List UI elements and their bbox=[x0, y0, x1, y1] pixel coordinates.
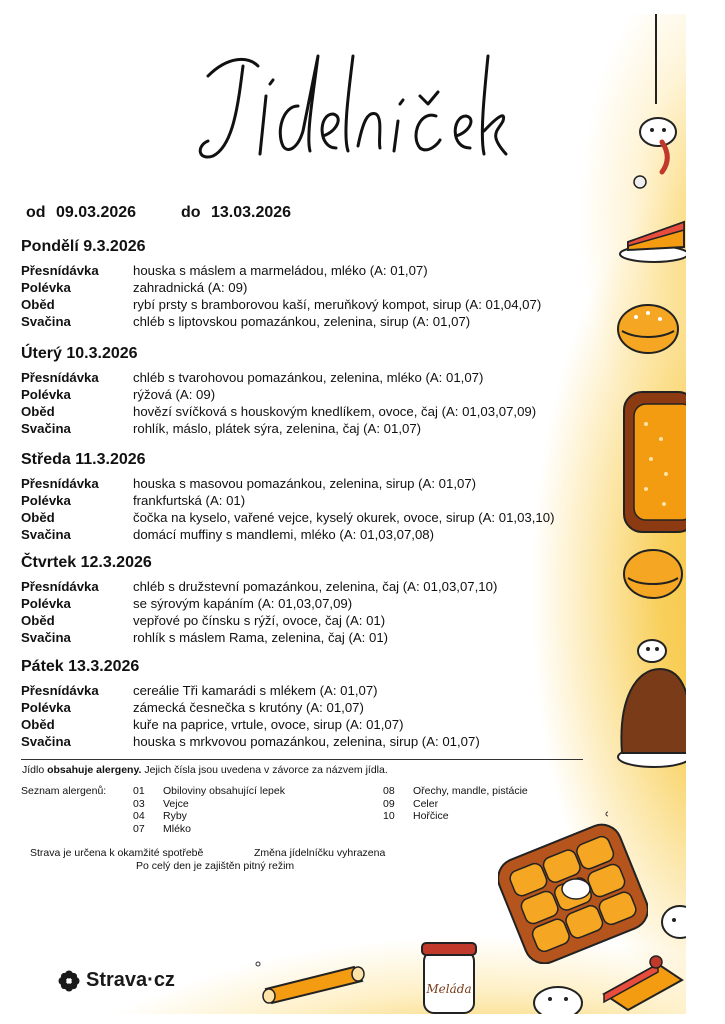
meal-text: domácí muffiny s mandlemi, mléko (A: 01,03,07,08) bbox=[133, 527, 435, 542]
footnote-change: Změna jídelníčku vyhrazena bbox=[254, 847, 386, 859]
footnote-water: Po celý den je zajištěn pitný režim bbox=[136, 860, 295, 872]
meal-text: houska s masovou pomazánkou, zelenina, sirup (A: 01,07) bbox=[133, 476, 477, 491]
meal-label: Přesnídávka bbox=[21, 370, 99, 385]
meal-row bbox=[21, 595, 621, 612]
day-title: Úterý 10.3.2026 bbox=[21, 345, 138, 362]
meal-text: hovězí svíčková s houskovým knedlíkem, ovoce, čaj (A: 01,03,07,09) bbox=[133, 404, 537, 419]
meal-text: chléb s liptovskou pomazánkou, zelenina, sirup (A: 01,07) bbox=[133, 314, 471, 329]
meal-row bbox=[21, 296, 621, 313]
meal-label: Přesnídávka bbox=[21, 683, 99, 698]
allergen-notice bbox=[22, 764, 388, 776]
meal-label: Polévka bbox=[21, 596, 71, 611]
meal-label: Oběd bbox=[21, 510, 55, 525]
meal-text: frankfurtská (A: 01) bbox=[133, 493, 246, 508]
meal-label: Svačina bbox=[21, 734, 71, 749]
baking-tray-icon bbox=[616, 384, 686, 539]
period-to-date: 13.03.2026 bbox=[210, 204, 292, 221]
allergen-name: Celer bbox=[413, 797, 439, 810]
allergen-number: 03 bbox=[133, 797, 145, 810]
meal-text: houska s máslem a marmeládou, mléko (A: 01,07) bbox=[133, 263, 428, 278]
jar-label-text: Meláda bbox=[426, 982, 472, 996]
allergen-number: 10 bbox=[383, 810, 395, 822]
allergen-name: Obiloviny obsahující lepek bbox=[163, 785, 285, 797]
meal-row bbox=[21, 578, 621, 595]
meal-row bbox=[21, 386, 621, 403]
day-thursday bbox=[21, 554, 621, 646]
notice-prefix: Jídlo bbox=[22, 764, 45, 776]
strava-logo bbox=[58, 969, 175, 992]
meal-row bbox=[21, 716, 621, 733]
decorative-dots bbox=[188, 794, 608, 1014]
meal-text: vepřové po čínsku s rýží, ovoce, čaj (A: 01) bbox=[133, 613, 386, 628]
divider bbox=[21, 759, 583, 760]
meal-row bbox=[21, 369, 621, 386]
menu-page bbox=[18, 14, 686, 1014]
meal-text: rybí prsty s bramborovou kaší, meruňkový kompot, sirup (A: 01,04,07) bbox=[133, 297, 542, 312]
day-title: Středa 11.3.2026 bbox=[21, 451, 146, 468]
meal-text: rohlík, máslo, plátek sýra, zelenina, čaj (A: 01,07) bbox=[133, 421, 422, 436]
meal-label: Oběd bbox=[21, 404, 55, 419]
logo-text: Strava·cz bbox=[86, 969, 175, 991]
meal-text: chléb s družstevní pomazánkou, zelenina, čaj (A: 01,03,07,10) bbox=[133, 579, 498, 594]
meal-row bbox=[21, 420, 621, 437]
meal-label: Svačina bbox=[21, 630, 71, 645]
meal-row bbox=[21, 313, 621, 330]
meal-label: Přesnídávka bbox=[21, 579, 99, 594]
meal-label: Polévka bbox=[21, 387, 71, 402]
meal-label: Oběd bbox=[21, 717, 55, 732]
meal-label: Oběd bbox=[21, 297, 55, 312]
meal-text: se sýrovým kapáním (A: 01,03,07,09) bbox=[133, 596, 353, 611]
meal-label: Přesnídávka bbox=[21, 263, 99, 278]
meal-row bbox=[21, 526, 621, 543]
allergen-name: Vejce bbox=[163, 797, 189, 810]
meal-text: kuře na paprice, vrtule, ovoce, sirup (A: 01,07) bbox=[133, 717, 404, 732]
meal-row bbox=[21, 475, 621, 492]
meal-row bbox=[21, 612, 621, 629]
meal-label: Svačina bbox=[21, 314, 71, 329]
meal-row bbox=[21, 509, 621, 526]
meal-row bbox=[21, 699, 621, 716]
day-title: Čtvrtek 12.3.2026 bbox=[21, 554, 152, 571]
meal-row bbox=[21, 629, 621, 646]
meal-text: zámecká česnečka s krutóny (A: 01,07) bbox=[133, 700, 364, 715]
allergen-number: 07 bbox=[133, 822, 145, 835]
meal-text: rýžová (A: 09) bbox=[133, 387, 216, 402]
allergen-number: 04 bbox=[133, 810, 145, 822]
meal-text: rohlík s máslem Rama, zelenina, čaj (A: 01) bbox=[133, 630, 389, 645]
hanging-cow-icon bbox=[618, 14, 686, 189]
period-to-label: do bbox=[180, 204, 201, 221]
meal-row bbox=[21, 279, 621, 296]
meal-label: Přesnídávka bbox=[21, 476, 99, 491]
meal-text: zahradnická (A: 09) bbox=[133, 280, 248, 295]
meal-row bbox=[21, 403, 621, 420]
meal-label: Svačina bbox=[21, 527, 71, 542]
meal-row bbox=[21, 682, 621, 699]
layer-cake-icon bbox=[598, 944, 686, 1014]
muffin-icon bbox=[622, 544, 684, 604]
menu-title-lettering bbox=[188, 36, 508, 186]
meal-text: chléb s tvarohovou pomazánkou, zelenina, mléko (A: 01,07) bbox=[133, 370, 484, 385]
meal-label: Polévka bbox=[21, 493, 71, 508]
day-title: Pondělí 9.3.2026 bbox=[21, 238, 146, 255]
allergen-number: 08 bbox=[383, 785, 395, 797]
day-monday bbox=[21, 238, 621, 330]
allergen-name: Mléko bbox=[163, 822, 192, 835]
flower-icon bbox=[58, 970, 80, 992]
day-tuesday bbox=[21, 345, 621, 437]
allergen-name: Ryby bbox=[163, 810, 187, 822]
day-wednesday bbox=[21, 451, 621, 543]
allergen-name: Hořčice bbox=[413, 810, 449, 822]
cake-slice-icon bbox=[618, 192, 686, 272]
footnote-immediate: Strava je určena k okamžité spotřebě bbox=[30, 847, 204, 859]
bun-icon bbox=[616, 299, 680, 357]
notice-bold: obsahuje alergeny. bbox=[47, 764, 142, 776]
day-title: Pátek 13.3.2026 bbox=[21, 658, 140, 675]
meal-label: Oběd bbox=[21, 613, 55, 628]
meal-text: houska s mrkvovou pomazánkou, zelenina, sirup (A: 01,07) bbox=[133, 734, 480, 749]
period-from-label: od bbox=[26, 204, 46, 221]
meal-label: Polévka bbox=[21, 280, 71, 295]
meal-row bbox=[21, 492, 621, 509]
allergen-heading: Seznam alergenů: bbox=[21, 785, 107, 797]
meal-row bbox=[21, 262, 621, 279]
meal-row bbox=[21, 733, 621, 750]
allergen-number: 01 bbox=[133, 785, 145, 797]
allergen-name: Ořechy, mandle, pistácie bbox=[413, 785, 528, 797]
allergen-number: 09 bbox=[383, 797, 395, 810]
meal-text: cereálie Tři kamarádi s mlékem (A: 01,07) bbox=[133, 683, 378, 698]
notice-suffix: Jejich čísla jsou uvedena v závorce za názvem jídla. bbox=[144, 764, 388, 776]
meal-label: Polévka bbox=[21, 700, 71, 715]
meal-text: čočka na kyselo, vařené vejce, kyselý okurek, ovoce, sirup (A: 01,03,10) bbox=[133, 510, 555, 525]
period-from-date: 09.03.2026 bbox=[56, 204, 137, 221]
meal-label: Svačina bbox=[21, 421, 71, 436]
day-friday bbox=[21, 658, 621, 750]
bundt-cake-cow-icon bbox=[614, 629, 686, 779]
menu-period bbox=[26, 204, 297, 222]
cow-peek-icon bbox=[658, 894, 686, 944]
